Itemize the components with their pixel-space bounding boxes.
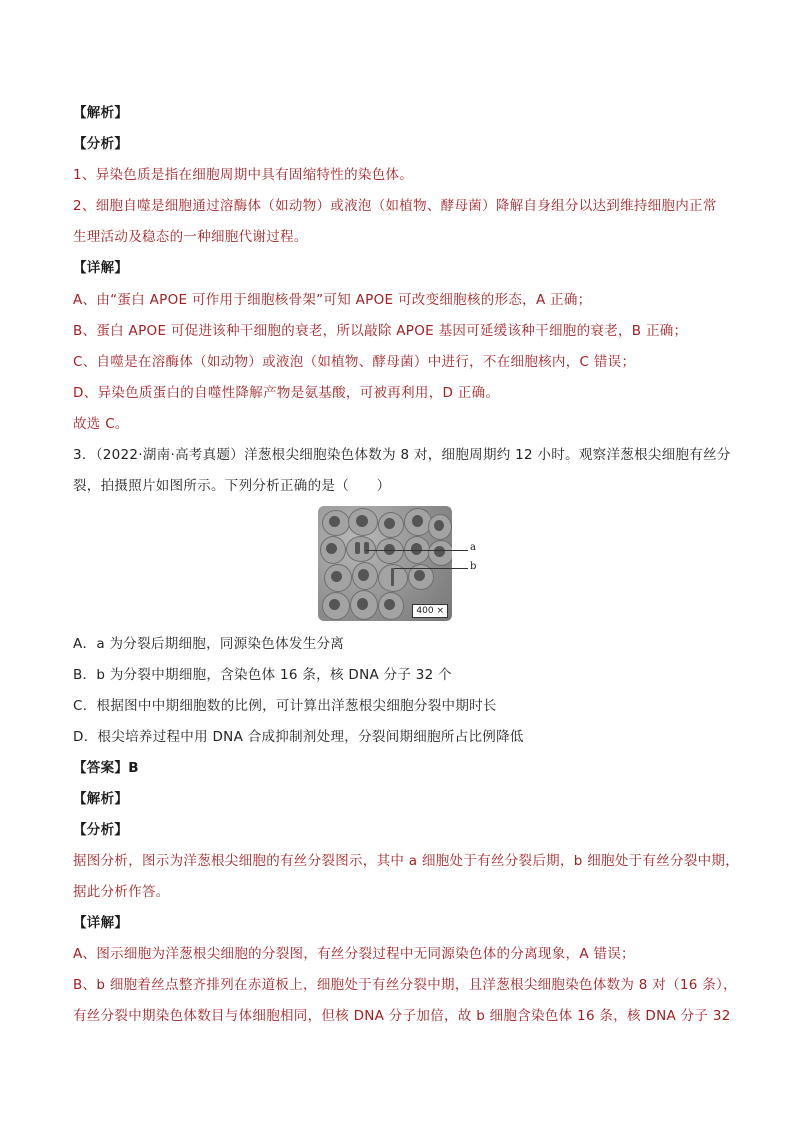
micrograph-image <box>318 506 452 621</box>
text-line: B、b 细胞着丝点整齐排列在赤道板上，细胞处于有丝分裂中期，且洋葱根尖细胞染色体数为 8 对（16 条）， <box>73 977 737 993</box>
text-line: 【分析】 <box>73 822 129 838</box>
text-line: 裂，拍摄照片如图所示。下列分析正确的是（ ） <box>73 478 391 494</box>
text-line: C．根据图中中期细胞数的比例，可计算出洋葱根尖细胞分裂中期时长 <box>73 698 497 714</box>
text-line: 有丝分裂中期染色体数目与体细胞相同，但核 DNA 分子加倍，故 b 细胞含染色体 16 条，核 DNA 分子 32 <box>73 1008 731 1024</box>
text-line: A．a 为分裂后期细胞，同源染色体发生分离 <box>73 636 345 652</box>
text-line: 【解析】 <box>73 791 129 807</box>
text-line: C、自噬是在溶酶体（如动物）或液泡（如植物、酵母菌）中进行，不在细胞核内，C 错误； <box>73 354 636 370</box>
label-b: b <box>470 561 477 572</box>
micrograph-figure <box>318 506 482 621</box>
text-line: 生理活动及稳态的一种细胞代谢过程。 <box>73 229 308 245</box>
text-line: 据图分析，图示为洋葱根尖细胞的有丝分裂图示，其中 a 细胞处于有丝分裂后期，b 细胞处于有丝分裂中期， <box>73 853 740 869</box>
text-line: 【详解】 <box>73 260 129 276</box>
pointer-line-a <box>366 550 468 551</box>
text-line: B．b 为分裂中期细胞，含染色体 16 条，核 DNA 分子 32 个 <box>73 667 452 683</box>
text-line: 【答案】B <box>73 760 139 776</box>
pointer-line-b <box>394 568 468 569</box>
magnification-label: 400 × <box>412 604 448 618</box>
text-line: A、由“蛋白 APOE 可作用于细胞核骨架”可知 APOE 可改变细胞核的形态，A 正确； <box>73 292 592 308</box>
text-line: A、图示细胞为洋葱根尖细胞的分裂图，有丝分裂过程中无同源染色体的分离现象，A 错误； <box>73 946 635 962</box>
label-a: a <box>470 542 476 553</box>
text-line: 1、异染色质是指在细胞周期中具有固缩特性的染色体。 <box>73 167 414 183</box>
text-line: D、异染色质蛋白的自噬性降解产物是氨基酸，可被再利用，D 正确。 <box>73 385 500 401</box>
text-line: 【解析】 <box>73 105 129 121</box>
text-line: 据此分析作答。 <box>73 884 170 900</box>
text-line: 2、细胞自噬是细胞通过溶酶体（如动物）或液泡（如植物、酵母菌）降解自身组分以达到维持细胞内正常 <box>73 198 717 214</box>
text-line: D．根尖培养过程中用 DNA 合成抑制剂处理，分裂间期细胞所占比例降低 <box>73 729 524 745</box>
text-line: B、蛋白 APOE 可促进该种干细胞的衰老，所以敲除 APOE 基因可延缓该种干细胞的衰老，B 正确； <box>73 323 688 339</box>
text-line: 【分析】 <box>73 136 129 152</box>
text-line: 【详解】 <box>73 915 129 931</box>
text-line: 故选 C。 <box>73 416 129 432</box>
text-line: 3．（2022·湖南·高考真题）洋葱根尖细胞染色体数为 8 对，细胞周期约 12 小时。观察洋葱根尖细胞有丝分 <box>73 447 731 463</box>
